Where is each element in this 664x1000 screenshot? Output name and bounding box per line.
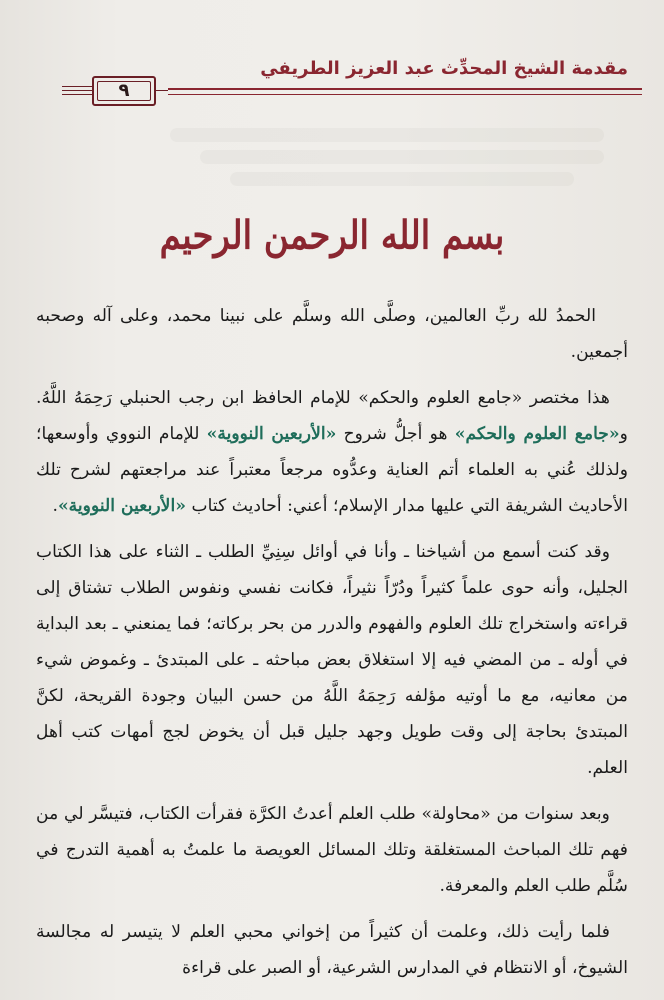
paragraph bbox=[36, 914, 628, 986]
page-number-ornament-line bbox=[62, 86, 92, 87]
header-rule bbox=[168, 88, 642, 90]
show-through-text bbox=[230, 172, 574, 186]
basmala-calligraphy: بسم الله الرحمن الرحيم bbox=[159, 213, 505, 259]
paragraph-text: الحمدُ لله ربِّ العالمين، وصلَّى الله وسلَّم على نبينا محمد، وعلى آله وصحبه أجمعين. bbox=[36, 306, 628, 362]
page-number: ٩ bbox=[92, 76, 156, 106]
paragraph bbox=[36, 796, 628, 904]
book-title-highlight: «الأربعين النووية» bbox=[206, 424, 337, 444]
paragraph-text: للإمام النووي وأوسعها؛ ولذلك عُني به العلماء أتم العناية وعدُّوه مرجعاً معتبراً عند مراجعتهم لشرح تلك الأحاديث الشريفة التي عليها مدار الإسلام؛ أعني: أحاديث كتاب bbox=[36, 424, 628, 516]
paragraph-text: وقد كنت أسمع من أشياخنا ـ وأنا في أوائل سِنِيِّ الطلب ـ الثناء على هذا الكتاب الجليل، وأنه حوى علماً كثيراً ودُرّاً نثيراً، فكانت نفسي ونفوس الطلاب تشتاق إلى قراءته واستخراج تلك العلوم والفهوم والدرر من بحر بركاته؛ فما يمنعني ـ بعد البداية في أوله ـ من المضي فيه إلا استغلاق بعض مباحثه ـ على المبتدئ ـ وغموض شيء من معانيه، مع ما أوتيه مؤلفه رَحِمَهُ اللَّهُ من حسن البيان وجودة القريحة، لكنَّ المبتدئ بحاجة إلى وقت طويل وجهد جليل قبل أن يخوض لجج أمهات كتب أهل العلم. bbox=[36, 542, 628, 778]
paragraph-text: هذا مختصر «جامع العلوم والحكم» للإمام الحافظ ابن رجب الحنبلي رَحِمَهُ اللَّهُ. و bbox=[36, 388, 628, 444]
body-text bbox=[36, 298, 628, 996]
show-through-text bbox=[200, 150, 604, 164]
paragraph bbox=[36, 298, 628, 370]
paragraph-text: وبعد سنوات من «محاولة» طلب العلم أعدتُ الكرَّة فقرأت الكتاب، فتيسَّر لي من فهم تلك المباحث المستغلقة وتلك المسائل العويصة ما علمتُ به أهمية التدرج في سُلَّم طلب العلم والمعرفة. bbox=[36, 804, 628, 896]
show-through-text bbox=[170, 128, 604, 142]
paragraph-text: فلما رأيت ذلك، وعلمت أن كثيراً من إخواني محبي العلم لا يتيسر له مجالسة الشيوخ، أو الانتظام في المدارس الشرعية، أو الصبر على قراءة bbox=[36, 922, 628, 978]
page-number-ornament-line bbox=[62, 94, 92, 95]
book-title-highlight: «جامع العلوم والحكم» bbox=[454, 424, 620, 444]
paragraph-text: هو أجلُّ شروح bbox=[336, 424, 455, 444]
page-number-ornament-line bbox=[154, 90, 168, 91]
header-rule-thin bbox=[168, 94, 642, 95]
book-title-highlight: «الأربعين النووية» bbox=[57, 496, 187, 516]
page-number-ornament-line bbox=[62, 90, 92, 91]
paragraph bbox=[36, 380, 628, 524]
paragraph-text: . bbox=[52, 496, 58, 516]
paragraph bbox=[36, 534, 628, 786]
running-header-title: مقدمة الشيخ المحدِّث عبد العزيز الطريفي bbox=[260, 58, 628, 79]
